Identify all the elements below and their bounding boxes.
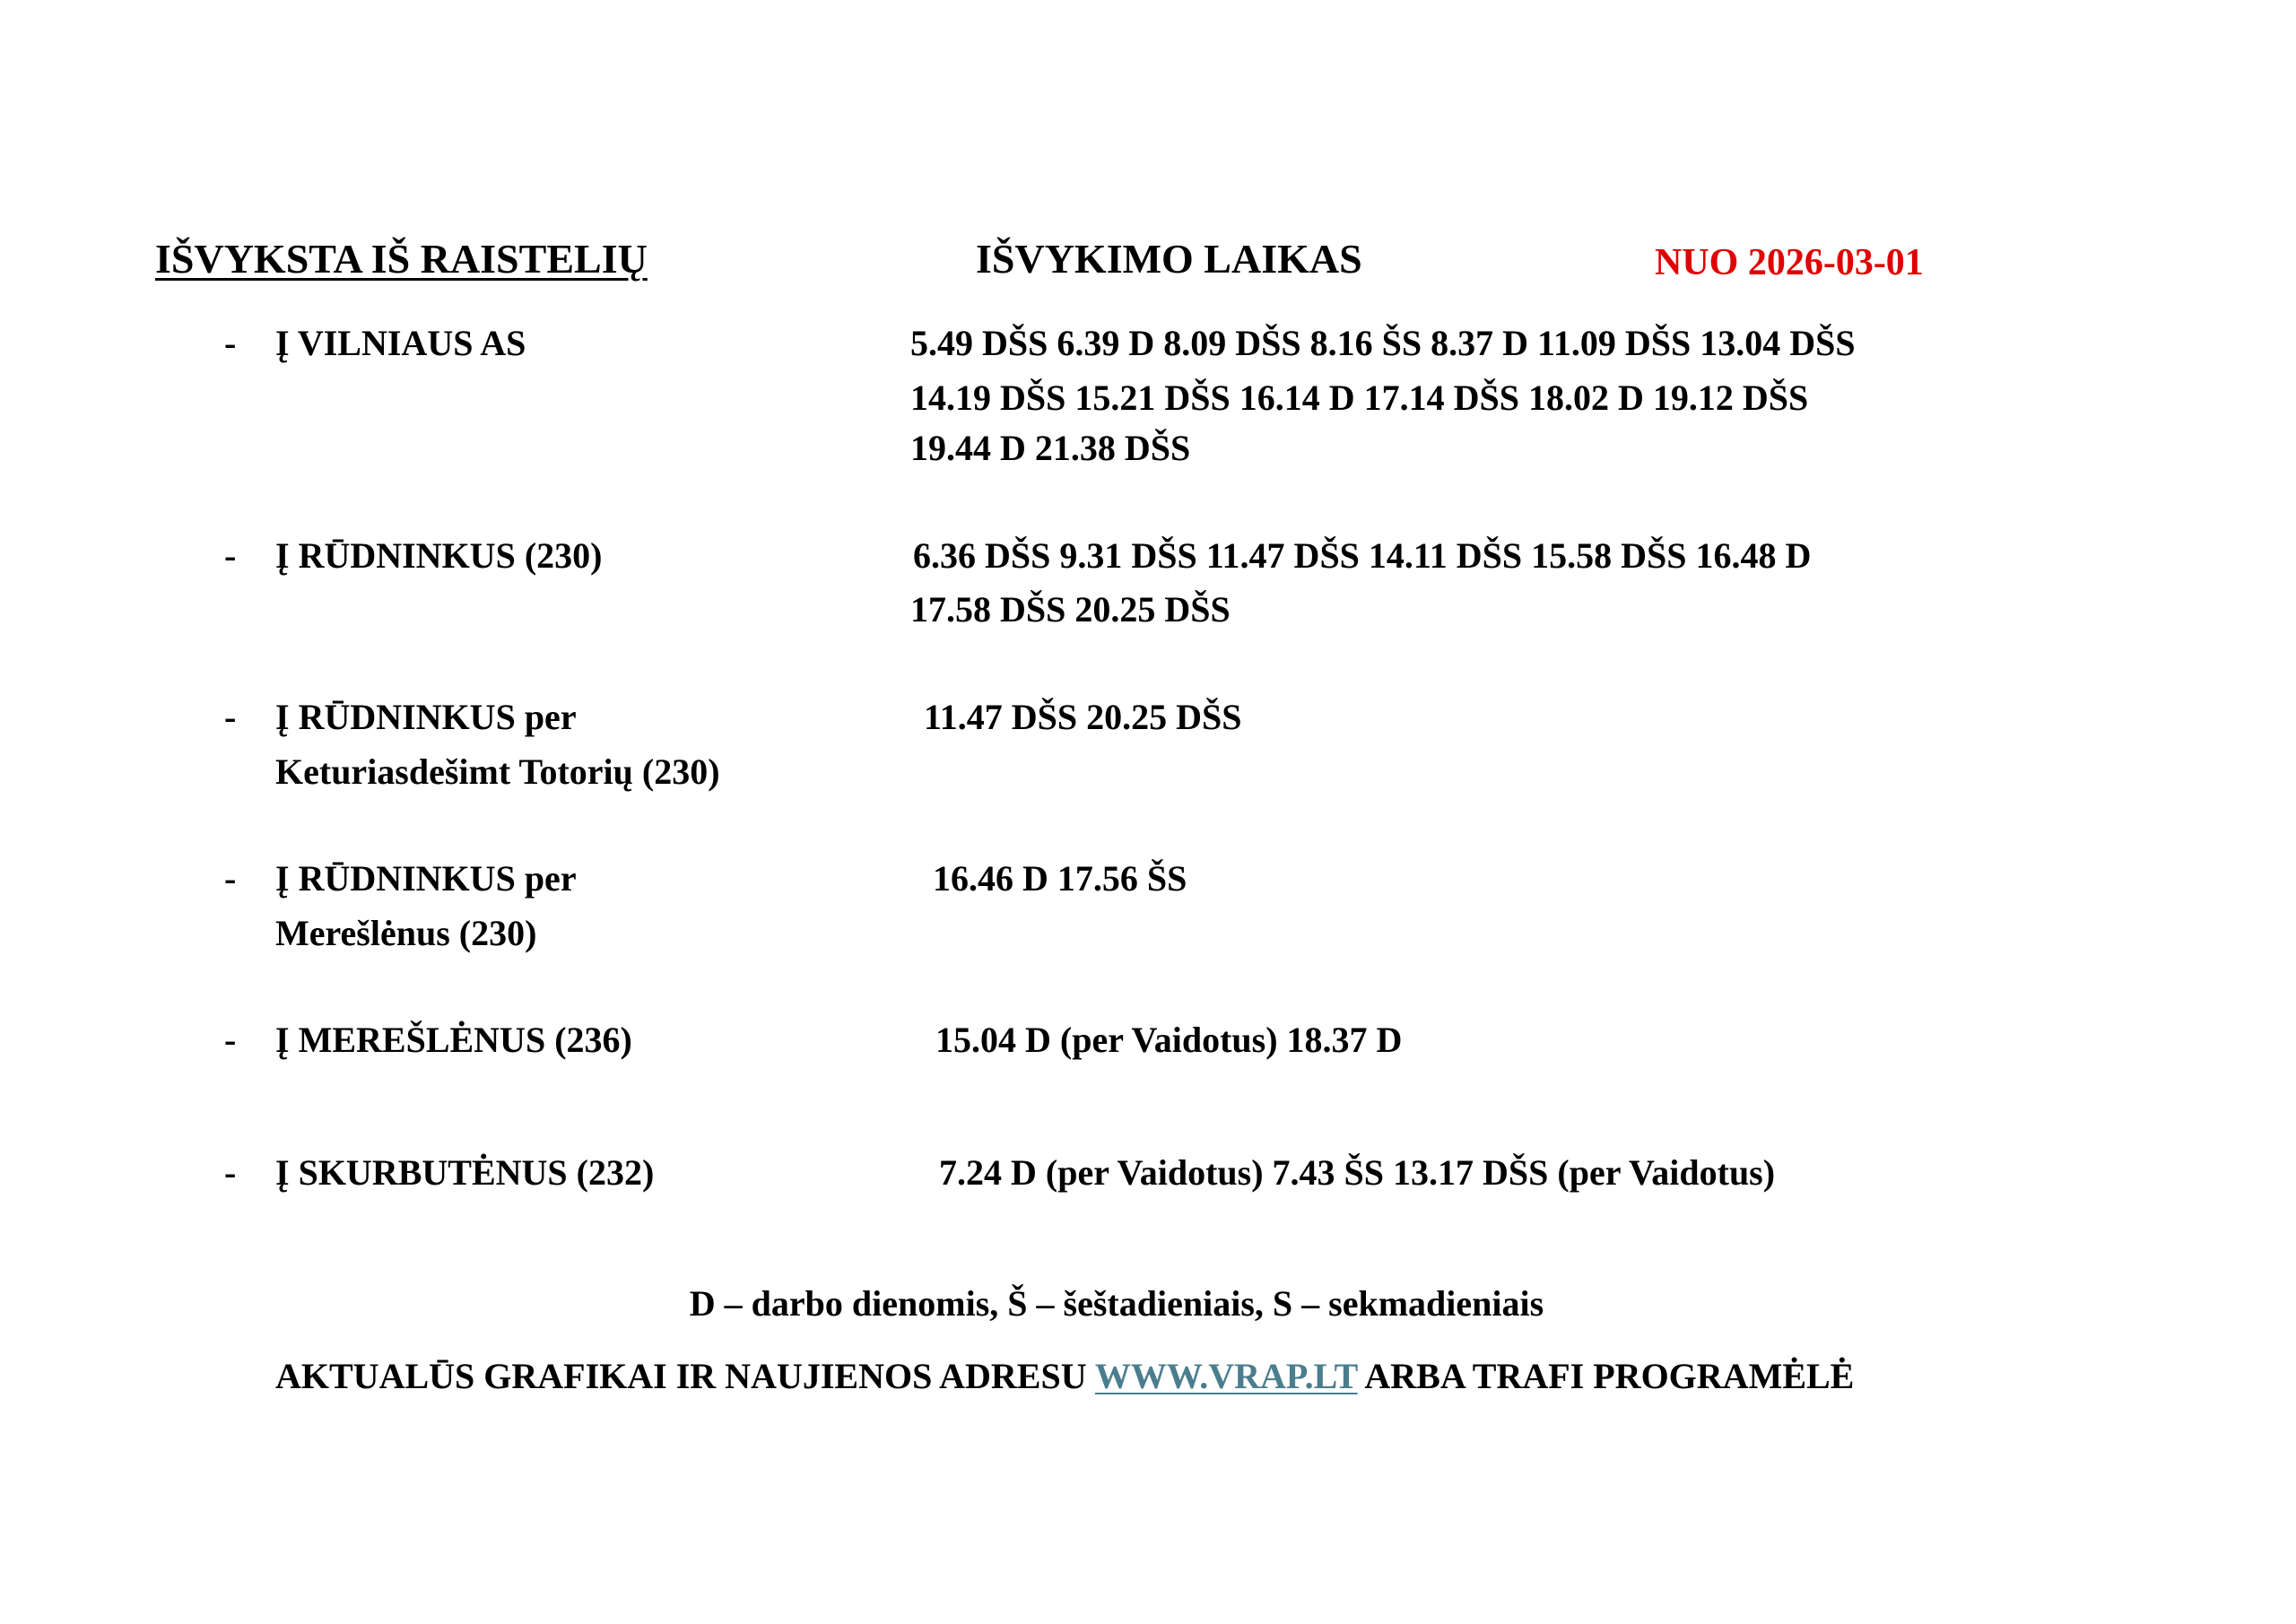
route-times-line: 5.49 DŠS 6.39 D 8.09 DŠS 8.16 ŠS 8.37 D 11.09 DŠS 13.04 DŠS — [910, 323, 1856, 363]
route-destination-continued: Merešlėnus (230) — [275, 913, 537, 953]
route-times-line: 14.19 DŠS 15.21 DŠS 16.14 D 17.14 DŠS 18.02 D 19.12 DŠS — [910, 378, 1809, 418]
route-destination: Į RŪDNINKUS per — [275, 697, 577, 737]
departure-title: IŠVYKSTA IŠ RAISTELIŲ — [155, 236, 648, 282]
route-destination: Į RŪDNINKUS per — [275, 858, 577, 899]
route-times-line: 15.04 D (per Vaidotus) 18.37 D — [935, 1020, 1403, 1060]
route-times-line: 11.47 DŠS 20.25 DŠS — [924, 697, 1242, 737]
route-destination: Į RŪDNINKUS (230) — [275, 535, 603, 576]
list-bullet: - — [224, 1152, 237, 1193]
list-bullet: - — [224, 858, 237, 899]
route-times-line: 16.46 D 17.56 ŠS — [933, 858, 1187, 899]
list-bullet: - — [224, 323, 237, 363]
route-destination: Į MEREŠLĖNUS (236) — [275, 1020, 632, 1060]
route-destination-continued: Keturiasdešimt Totorių (230) — [275, 751, 720, 792]
legend-text: D – darbo dienomis, Š – šeštadieniais, S – sekmadieniais — [689, 1283, 1544, 1324]
footer-note — [275, 1356, 1855, 1396]
list-bullet: - — [224, 535, 237, 576]
route-times-line: 7.24 D (per Vaidotus) 7.43 ŠS 13.17 DŠS (per Vaidotus) — [939, 1152, 1776, 1193]
valid-from-date: NUO 2026-03-01 — [1655, 242, 1924, 283]
route-times-line: 6.36 DŠS 9.31 DŠS 11.47 DŠS 14.11 DŠS 15.58 DŠS 16.48 D — [913, 535, 1812, 576]
legend — [0, 1283, 2296, 1324]
footer-text-after: ARBA TRAFI PROGRAMĖLĖ — [1357, 1356, 1855, 1396]
route-destination: Į VILNIAUS AS — [275, 323, 526, 363]
route-times-line: 19.44 D 21.38 DŠS — [910, 428, 1191, 468]
route-times-line: 17.58 DŠS 20.25 DŠS — [910, 589, 1231, 630]
website-link[interactable]: WWW.VRAP.LT — [1094, 1356, 1358, 1396]
route-destination: Į SKURBUTĖNUS (232) — [275, 1152, 655, 1193]
footer-text-before: AKTUALŪS GRAFIKAI IR NAUJIENOS ADRESU — [275, 1356, 1095, 1396]
departure-time-title: IŠVYKIMO LAIKAS — [976, 236, 1362, 282]
list-bullet: - — [224, 1020, 237, 1060]
list-bullet: - — [224, 697, 237, 737]
